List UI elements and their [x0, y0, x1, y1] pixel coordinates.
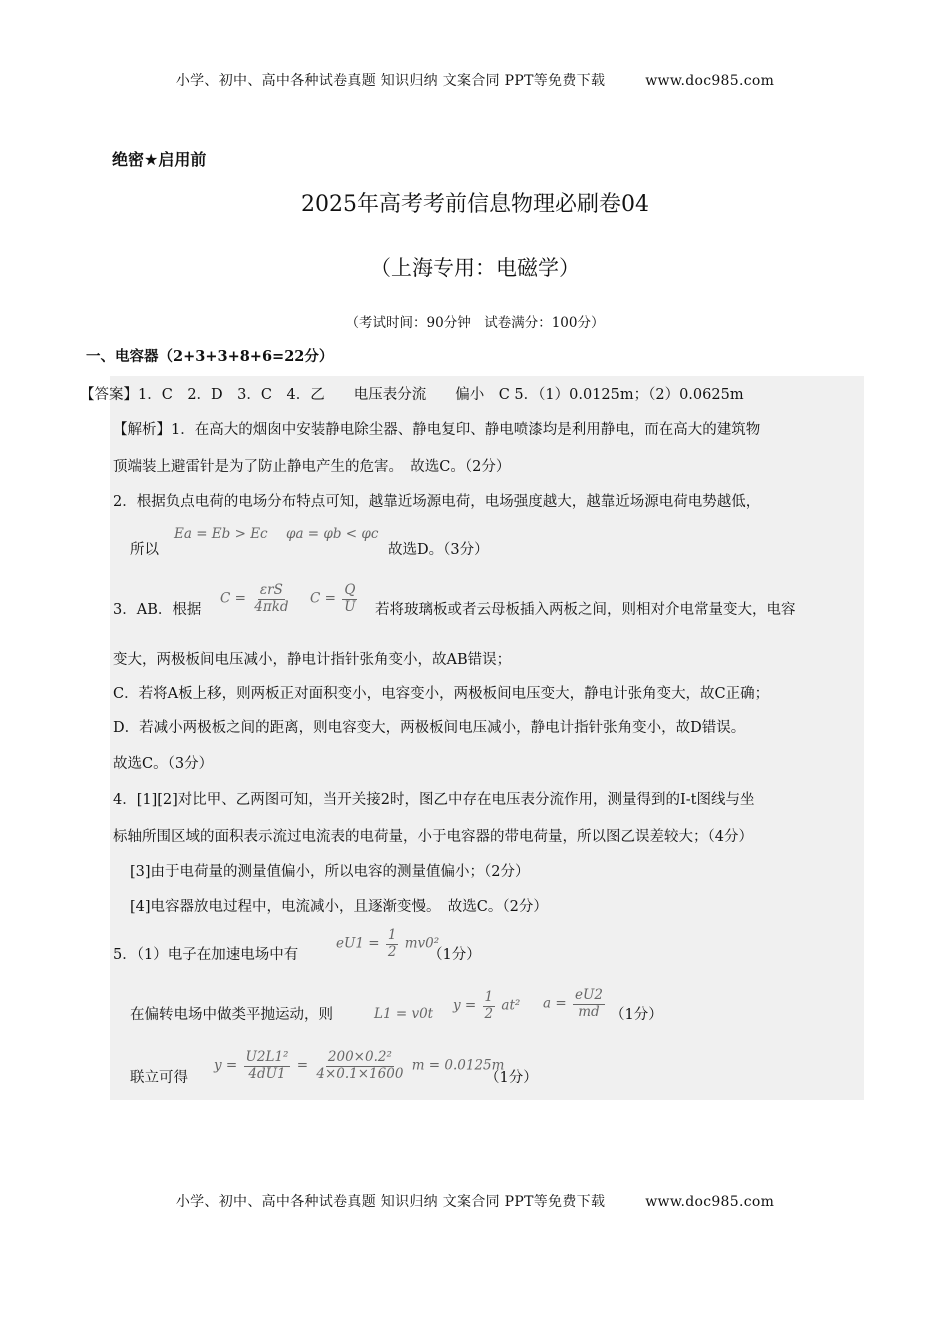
formula-capacitance-qu: C = $\frac{Q}{U}$ [310, 582, 356, 615]
page-title: 2025年高考考前信息物理必刷卷04 [301, 192, 649, 217]
formula-accel-energy: eU1 = $\frac{1}{2}$ mv0² [336, 927, 440, 960]
footer-text: 小学、初中、高中各种试卷真题 知识归纳 文案合同 PPT等免费下载 [175, 1194, 606, 1210]
formula-field-compare: Ea = Eb > Ec [174, 526, 268, 542]
explanation-line: 在偏转电场中做类平抛运动，则 [130, 1007, 333, 1023]
explanation-line: （1分） [428, 947, 481, 963]
explanation-line: C．若将A板上移，则两板正对面积变小，电容变小，两极板间电压变大，静电计张角变大，故C正确； [113, 686, 770, 702]
formula-potential-compare: φa = φb < φc [286, 526, 379, 542]
formula-final-result: y = $\frac{\text{U2L1²}}{4dU1}$ = $\frac{\text{200×0.2²}}{4\times 0.1\times 1600}$ m = 0.0125m [214, 1049, 505, 1082]
section-heading: 一、电容器（2+3+3+8+6=22分） [86, 348, 334, 365]
header-text: 小学、初中、高中各种试卷真题 知识归纳 文案合同 PPT等免费下载 [175, 73, 606, 89]
explanation-line: 5．（1）电子在加速电场中有 [113, 947, 299, 963]
explanation-line: 所以 [130, 542, 159, 558]
footer-site-link[interactable]: www.doc985.com [645, 1194, 775, 1210]
formula-horizontal-motion: L1 = v0t [374, 1006, 434, 1022]
explanation-line: 4．[1][2]对比甲、乙两图可知，当开关接2时，图乙中存在电压表分流作用，测量得到的I-t图线与坐 [113, 792, 755, 808]
confidential-label: 绝密★启用前 [112, 150, 207, 169]
formula-vertical-displacement: y = $\frac{1}{2}$ at² [453, 989, 521, 1022]
exam-info: （考试时间：90分钟 试卷满分：100分） [345, 315, 605, 331]
explanation-line: [4]电容器放电过程中，电流减小，且逐渐变慢。 故选C。（2分） [130, 899, 548, 915]
explanation-line: 2．根据负点电荷的电场分布特点可知，越靠近场源电荷，电场强度越大，越靠近场源电荷电势越低， [113, 494, 761, 510]
page-header [0, 70, 950, 90]
header-site-link[interactable]: www.doc985.com [645, 73, 775, 89]
explanation-line: 若将玻璃板或者云母板插入两板之间，则相对介电常量变大，电容 [375, 602, 796, 618]
explanation-line: 3．AB．根据 [113, 602, 202, 618]
explanation-line: 变大，两极板间电压减小，静电计指针张角变小，故AB错误； [113, 652, 512, 668]
formula-capacitance-def: C = $\frac{\text{εrS}}{\text{4πkd}}$ [220, 582, 289, 615]
answer-line: 【答案】1．C 2．D 3．C 4．乙 电压表分流 偏小 C 5．（1）0.0125m；（2）0.0625m [80, 387, 744, 403]
explanation-line: 联立可得 [130, 1070, 188, 1086]
page-footer [0, 1191, 950, 1211]
explanation-line: （1分） [610, 1007, 663, 1023]
explanation-line: 故选C。（3分） [113, 756, 214, 772]
explanation-line: 顶端装上避雷针是为了防止静电产生的危害。 故选C。（2分） [113, 459, 511, 475]
explanation-line: 【解析】1．在高大的烟囱中安装静电除尘器、静电复印、静电喷漆均是利用静电，而在高大的建筑物 [113, 422, 761, 438]
explanation-line: 故选D。（3分） [388, 542, 489, 558]
explanation-line: D．若减小两极板之间的距离，则电容变大，两极板间电压减小，静电计指针张角变小，故D错误。 [113, 720, 746, 736]
explanation-line: （1分） [485, 1070, 538, 1086]
formula-acceleration: a = $\frac{eU2}{md}$ [543, 987, 603, 1020]
explanation-line: 标轴所围区域的面积表示流过电流表的电荷量，小于电容器的带电荷量，所以图乙误差较大；（4分） [113, 829, 753, 845]
explanation-line: [3]由于电荷量的测量值偏小，所以电容的测量值偏小；（2分） [130, 864, 530, 880]
page-subtitle: （上海专用：电磁学） [370, 256, 580, 280]
